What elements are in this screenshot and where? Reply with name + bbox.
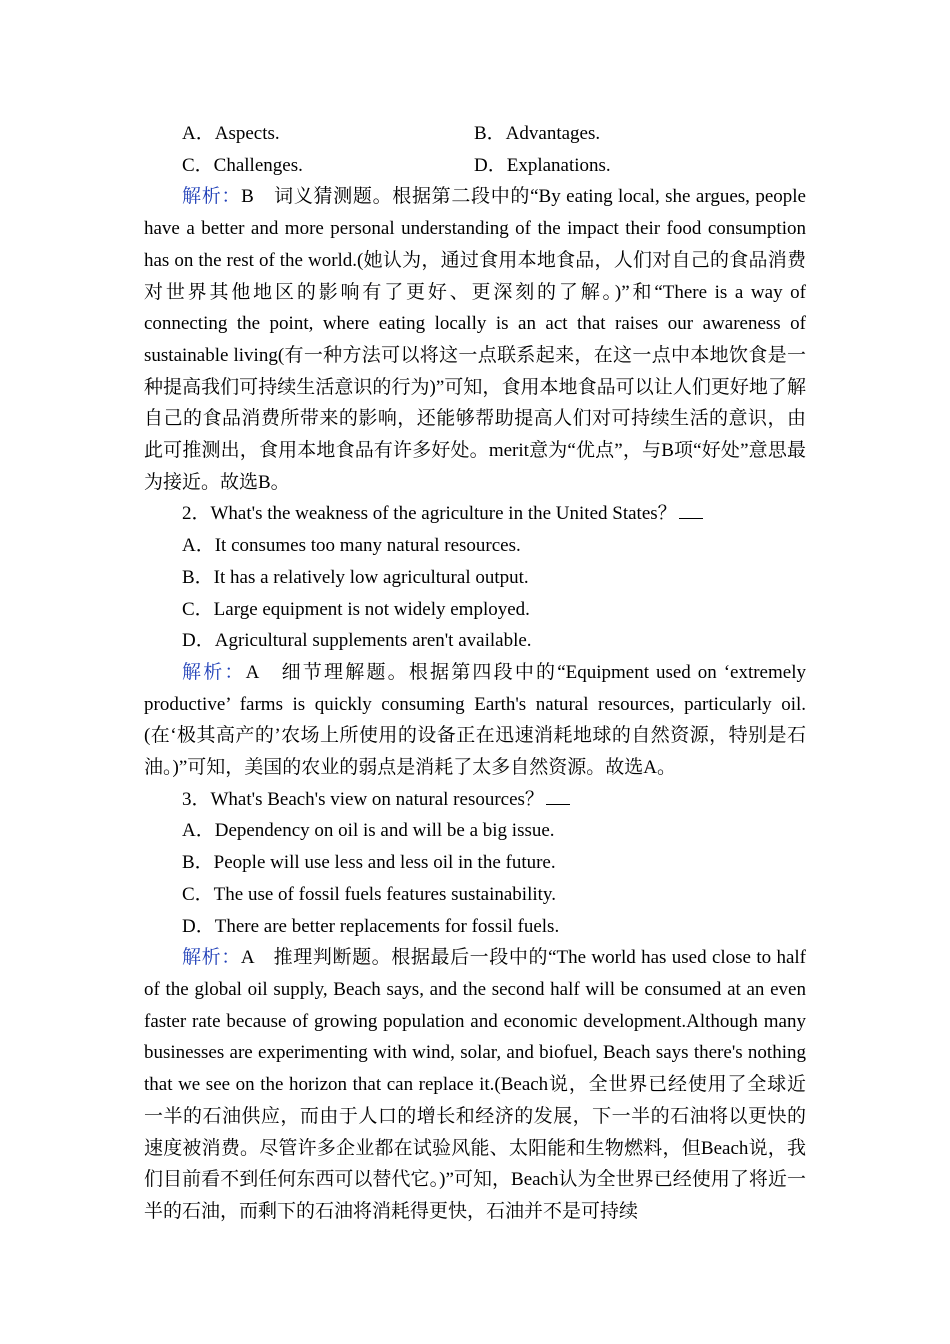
q3-option-d: D．There are better replacements for fossil fuels.	[182, 915, 560, 937]
q3-analysis-label: 解析：	[182, 947, 241, 969]
q1-analysis-text: B 词义猜测题。根据第二段中的“By eating local, she argues, people have a better and more personal understanding of the impact their food consumption has on the rest of the world.(她认为，通过食用本地食品，人们对自己的食品消费对世界其他地区的影响有了更好、更深刻的了解。)”和“There is a way of connecting the point, where eating locally is an act that raises our awareness of sustainable living(有一种方法可以将这一点联系起来，在这一点中本地饮食是一种提高我们可持续生活意识的行为)”可知，食用本地食品可以让人们更好地了解自己的食品消费所带来的影响，还能够帮助提高人们对可持续生活的意识，由此可推测出，食用本地食品有许多好处。merit意为“优点”，与B项“好处”意思最为接近。故选B。	[144, 186, 806, 493]
q1-analysis	[144, 181, 806, 498]
q2-analysis-label: 解析：	[182, 661, 246, 683]
q1-option-b: B．Advantages.	[474, 123, 601, 144]
answer-blank	[679, 502, 703, 519]
q3-option-b: B．People will use less and less oil in the future.	[182, 852, 556, 874]
q2-analysis	[144, 657, 806, 784]
q3-analysis-text: A 推理判断题。根据最后一段中的“The world has used close to half of the global oil supply, Beach says, and the second half will be consumed at an even faster rate because of growing population and economic development.Although many businesses are experimenting with wind, solar, and biofuel, Beach says there's nothing that we see on the horizon that can replace it.(Beach说，全世界已经使用了全球近一半的石油供应，而由于人口的增长和经济的发展，下一半的石油将以更快的速度被消费。尽管许多企业都在试验风能、太阳能和生物燃料，但Beach说，我们目前看不到任何东西可以替代它。)”可知，Beach认为全世界已经使用了将近一半的石油，而剩下的石油将消耗得更快，石油并不是可持续	[144, 947, 806, 1222]
q1-option-a: A．Aspects.	[182, 123, 280, 144]
q2-option-b: B．It has a relatively low agricultural output.	[182, 566, 529, 588]
q3-analysis	[144, 942, 806, 1227]
q2-option-d: D．Agricultural supplements aren't available.	[182, 630, 532, 652]
q3-option-c: C．The use of fossil fuels features sustainability.	[182, 883, 556, 905]
q2-stem	[144, 498, 806, 530]
q2-analysis-text: A 细节理解题。根据第四段中的“Equipment used on ‘extremely productive’ farms is quickly consuming Earth's natural resources, particularly oil.(在‘极其高产的’农场上所使用的设备正在迅速消耗地球的自然资源，特别是石油。)”可知，美国的农业的弱点是消耗了太多自然资源。故选A。	[144, 661, 806, 779]
q2-option-a: A．It consumes too many natural resources.	[182, 535, 521, 557]
q1-analysis-label: 解析：	[182, 186, 242, 208]
answer-blank	[546, 788, 570, 805]
q1-option-c: C．Challenges.	[182, 154, 303, 176]
q1-options-row-1	[144, 118, 806, 150]
q1-option-d: D．Explanations.	[474, 154, 611, 176]
q3-stem	[144, 784, 806, 816]
document-content	[144, 118, 806, 1228]
q3-option-a: A．Dependency on oil is and will be a big issue.	[182, 820, 555, 842]
q2-stem-text: 2．What's the weakness of the agriculture in the United States？	[182, 503, 677, 525]
q2-option-c: C．Large equipment is not widely employed.	[182, 598, 530, 620]
q1-options-row-2	[144, 150, 806, 182]
q3-stem-text: 3．What's Beach's view on natural resources？	[182, 788, 544, 810]
